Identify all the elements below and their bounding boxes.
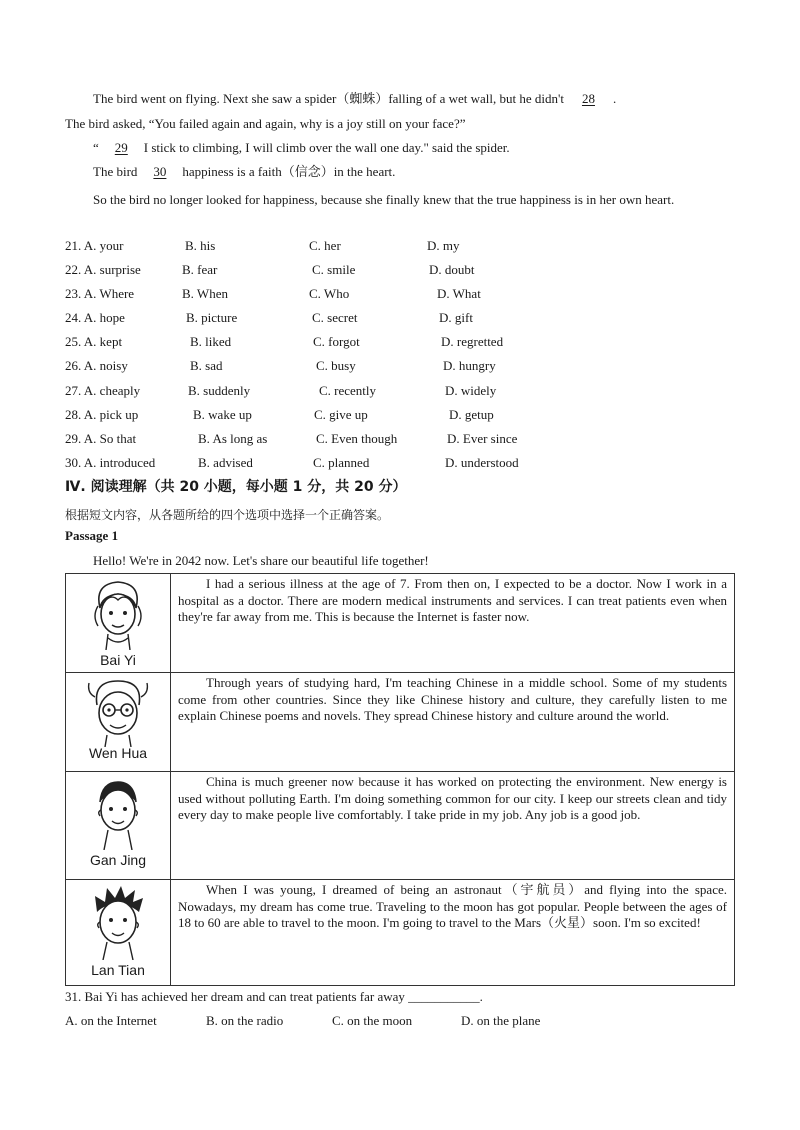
question-31-option-d[interactable]: D. on the plane xyxy=(461,1013,541,1028)
option-c[interactable]: C. give up xyxy=(314,407,368,422)
cloze-line-5: So the bird no longer looked for happiness, because she finally knew that the true happiness is in her own heart. xyxy=(93,192,675,207)
person-text: I had a serious illness at the age of 7. From then on, I expected to be a doctor. Now I work in a hospital as a doctor. There are modern medical instruments and services. I can treat patients even when they're far away from me. This is because the Internet is faster now. xyxy=(178,576,727,624)
option-a[interactable]: 23. A. Where xyxy=(65,286,135,301)
table-row xyxy=(66,673,735,772)
person-name: Lan Tian xyxy=(91,962,145,978)
option-b[interactable]: B. suddenly xyxy=(188,383,251,398)
blank-29: 29 xyxy=(114,140,128,155)
option-b[interactable]: B. When xyxy=(182,286,228,301)
girl-avatar-icon xyxy=(88,576,148,650)
passage-table xyxy=(65,573,735,986)
section-title: Ⅳ. 阅读理解（共 20 小题，每小题 1 分，共 20 分） xyxy=(65,479,407,495)
person-name: Wen Hua xyxy=(88,745,148,761)
cloze-text: happiness is a faith（信念）in the heart. xyxy=(182,164,396,179)
person-text: When I was young, I dreamed of being an astronaut（宇航员）and flying into the space. Nowadays, my dream has come true. Traveling to the moon has got popular. People between the ages of 18 to 60 are able to travel to the moon. I'm going to travel to the Mars（火星）soon. I'm so excited! xyxy=(178,882,727,930)
option-c[interactable]: C. Even though xyxy=(316,431,398,446)
cloze-text: . xyxy=(612,91,617,106)
question-31-option-a[interactable]: A. on the Internet xyxy=(65,1013,157,1028)
option-d[interactable]: D. Ever since xyxy=(447,431,518,446)
option-d[interactable]: D. understood xyxy=(445,455,519,470)
option-a[interactable]: 25. A. kept xyxy=(65,334,123,349)
person-text: China is much greener now because it has worked on protecting the environment. New energy is used without polluting Earth. I'm doing something common for our city. I keep our streets clean and tidy every day to make people live comfortably. I take pride in my job. Any job is a good job. xyxy=(178,774,727,822)
cloze-text: I stick to climbing, I will climb over the wall one day." said the spider. xyxy=(143,140,510,155)
blank-30: 30 xyxy=(153,164,167,179)
question-31-option-b[interactable]: B. on the radio xyxy=(206,1013,284,1028)
person-text-cell xyxy=(171,772,735,880)
option-a[interactable]: 28. A. pick up xyxy=(65,407,139,422)
person-cell xyxy=(66,772,171,880)
table-row xyxy=(66,772,735,880)
passage-intro: Hello! We're in 2042 now. Let's share our beautiful life together! xyxy=(93,553,429,568)
boy-avatar-icon xyxy=(88,774,148,850)
person-text-cell xyxy=(171,673,735,772)
option-a[interactable]: 22. A. surprise xyxy=(65,262,141,277)
option-b[interactable]: B. picture xyxy=(186,310,238,325)
option-a[interactable]: 21. A. your xyxy=(65,238,124,253)
passage-label: Passage 1 xyxy=(65,528,119,543)
option-d[interactable]: D. widely xyxy=(445,383,497,398)
question-31-stem: 31. Bai Yi has achieved her dream and can treat patients far away ___________. xyxy=(65,989,483,1004)
option-a[interactable]: 27. A. cheaply xyxy=(65,383,141,398)
option-b[interactable]: B. advised xyxy=(198,455,253,470)
person-cell xyxy=(66,880,171,986)
boy-spiky-hair-avatar-icon xyxy=(87,882,149,960)
person-name: Gan Jing xyxy=(89,852,147,868)
table-row xyxy=(66,574,735,673)
section-instruction: 根据短文内容，从各题所给的四个选项中选择一个正确答案。 xyxy=(65,508,390,522)
option-b[interactable]: B. wake up xyxy=(193,407,252,422)
question-31-option-c[interactable]: C. on the moon xyxy=(332,1013,413,1028)
option-d[interactable]: D. my xyxy=(427,238,460,253)
person-name: Bai Yi xyxy=(100,652,136,668)
option-a[interactable]: 30. A. introduced xyxy=(65,455,156,470)
cloze-line-4 xyxy=(65,163,763,181)
option-b[interactable]: B. liked xyxy=(190,334,232,349)
option-c[interactable]: C. forgot xyxy=(313,334,360,349)
cloze-text: The bird xyxy=(93,164,138,179)
option-c[interactable]: C. smile xyxy=(312,262,356,277)
cloze-text: “ xyxy=(93,140,99,155)
option-a[interactable]: 26. A. noisy xyxy=(65,358,128,373)
girl-glasses-avatar-icon xyxy=(85,675,151,747)
person-text-cell xyxy=(171,880,735,986)
option-c[interactable]: C. Who xyxy=(309,286,350,301)
option-b[interactable]: B. As long as xyxy=(198,431,268,446)
person-text-cell xyxy=(171,574,735,673)
option-c[interactable]: C. secret xyxy=(312,310,358,325)
cloze-text: The bird went on flying. Next she saw a spider（蜘蛛）falling of a wet wall, but he didn't xyxy=(93,91,564,106)
option-b[interactable]: B. sad xyxy=(190,358,223,373)
cloze-line-2: The bird asked, “You failed again and again, why is a joy still on your face?” xyxy=(65,116,466,131)
option-b[interactable]: B. fear xyxy=(182,262,218,277)
table-row xyxy=(66,880,735,986)
option-d[interactable]: D. hungry xyxy=(443,358,496,373)
option-c[interactable]: C. planned xyxy=(313,455,370,470)
person-cell xyxy=(66,574,171,673)
option-d[interactable]: D. What xyxy=(437,286,481,301)
option-a[interactable]: 24. A. hope xyxy=(65,310,125,325)
option-c[interactable]: C. her xyxy=(309,238,341,253)
option-d[interactable]: D. doubt xyxy=(429,262,475,277)
cloze-line-1 xyxy=(65,90,763,108)
person-text: Through years of studying hard, I'm teaching Chinese in a middle school. Some of my students come from other countries. Since they like Chinese history and culture, they carefully listen to me explain Chinese poems and novels. They spread Chinese history and culture around the world. xyxy=(178,675,727,723)
option-d[interactable]: D. getup xyxy=(449,407,494,422)
blank-28: 28 xyxy=(581,91,595,106)
option-d[interactable]: D. regretted xyxy=(441,334,504,349)
option-c[interactable]: C. busy xyxy=(316,358,356,373)
person-cell xyxy=(66,673,171,772)
option-d[interactable]: D. gift xyxy=(439,310,473,325)
option-c[interactable]: C. recently xyxy=(319,383,377,398)
cloze-line-3 xyxy=(65,139,763,157)
option-a[interactable]: 29. A. So that xyxy=(65,431,137,446)
option-b[interactable]: B. his xyxy=(185,238,216,253)
